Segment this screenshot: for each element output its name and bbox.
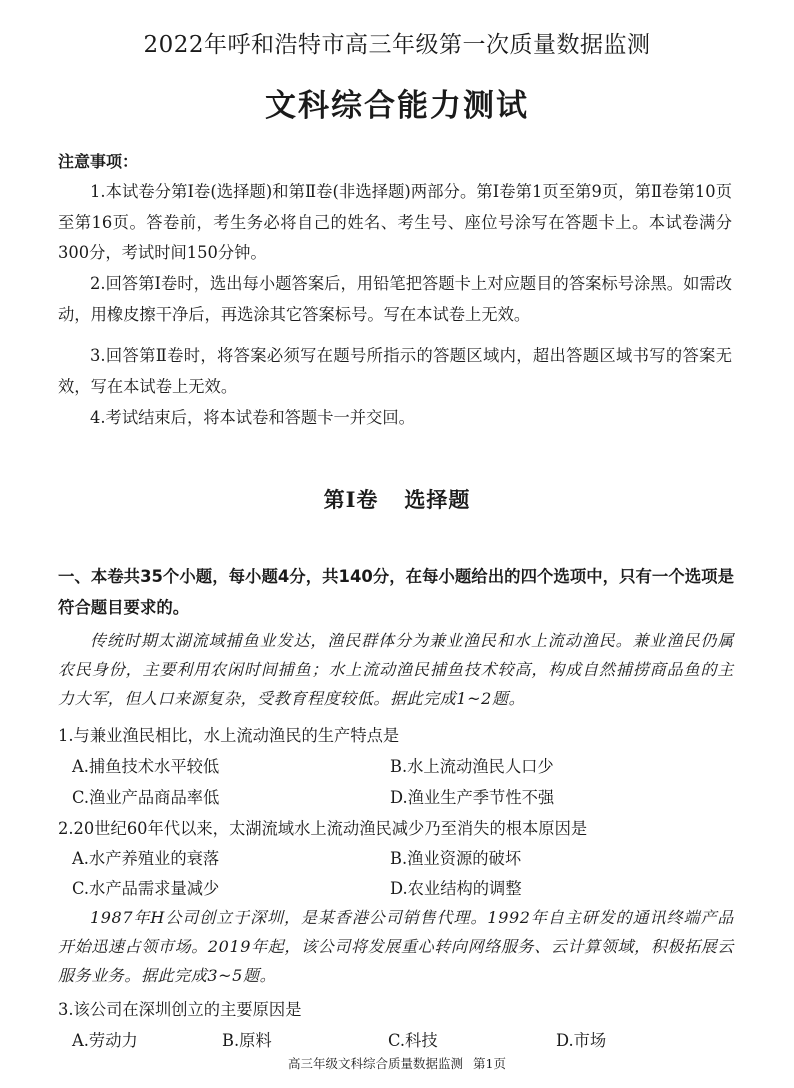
question-option: C.水产品需求量减少 [72, 879, 220, 898]
notes-heading: 注意事项： [58, 152, 139, 171]
section-name: 选择题 [404, 487, 471, 512]
question-option: A.水产养殖业的衰落 [72, 849, 220, 868]
question-option: B.水上流动渔民人口少 [390, 757, 554, 776]
page-footer [0, 1054, 794, 1072]
question-option: A.劳动力 [72, 1031, 138, 1050]
reading-material: 传统时期太湖流域捕鱼业发达，渔民群体分为兼业渔民和水上流动渔民。兼业渔民仍属农民身份，主要利用农闲时间捕鱼；水上流动渔民捕鱼技术较高，构成自然捕捞商品鱼的主力大军，但人口来源复杂，受教育程度较低。据此完成1~2题。 [58, 631, 734, 708]
section-part: 第Ⅰ卷 [323, 487, 379, 512]
question-option: B.原料 [222, 1031, 272, 1050]
section-title [0, 484, 794, 514]
note-item: 3.回答第Ⅱ卷时，将答案必须写在题号所指示的答题区域内，超出答题区域书写的答案无效，写在本试卷上无效。 [58, 346, 732, 396]
question-stem: 2.20世纪60年代以来，太湖流域水上流动渔民减少乃至消失的根本原因是 [58, 819, 588, 838]
section-instruction: 一、本卷共35个小题，每小题4分，共140分，在每小题给出的四个选项中，只有一个选项是符合题目要求的。 [58, 567, 734, 617]
question-option: D.渔业生产季节性不强 [390, 788, 555, 807]
question-option: C.渔业产品商品率低 [72, 788, 220, 807]
question-option: C.科技 [388, 1031, 438, 1050]
note-item: 1.本试卷分第Ⅰ卷(选择题)和第Ⅱ卷(非选择题)两部分。第Ⅰ卷第1页至第9页，第Ⅱ卷第10页至第16页。答卷前，考生务必将自己的姓名、考生号、座位号涂写在答题卡上。本试卷满分300分，考试时间150分钟。 [58, 182, 732, 262]
note-item: 4.考试结束后，将本试卷和答题卡一并交回。 [90, 408, 415, 427]
question-option: D.农业结构的调整 [390, 879, 522, 898]
exam-subtitle: 文科综合能力测试 [265, 88, 529, 124]
question-option: D.市场 [556, 1031, 607, 1050]
exam-title: 2022年呼和浩特市高三年级第一次质量数据监测 [143, 32, 651, 58]
note-item: 2.回答第Ⅰ卷时，选出每小题答案后，用铅笔把答题卡上对应题目的答案标号涂黑。如需改动，用橡皮擦干净后，再选涂其它答案标号。写在本试卷上无效。 [58, 274, 732, 324]
question-option: A.捕鱼技术水平较低 [72, 757, 220, 776]
question-stem: 3.该公司在深圳创立的主要原因是 [58, 1000, 302, 1019]
question-option: B.渔业资源的破坏 [390, 849, 522, 868]
reading-material: 1987年H公司创立于深圳，是某香港公司销售代理。1992年自主研发的通讯终端产品开始迅速占领市场。2019年起，该公司将发展重心转向网络服务、云计算领域，积极拓展云服务业务。据此完成3~5题。 [58, 908, 734, 985]
question-stem: 1.与兼业渔民相比，水上流动渔民的生产特点是 [58, 726, 400, 745]
footer-text: 高三年级文科综合质量数据监测 [288, 1056, 464, 1071]
page-number: 第1页 [473, 1056, 506, 1071]
